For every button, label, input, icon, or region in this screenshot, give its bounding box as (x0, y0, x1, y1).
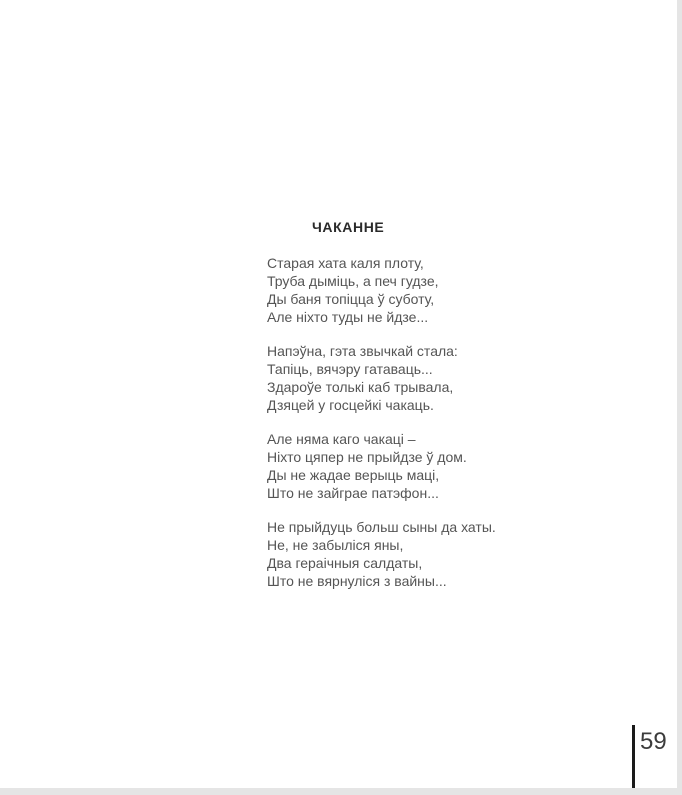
poem-title: ЧАКАННЕ (312, 219, 385, 235)
poem-line: Напэўна, гэта звычкай стала: (267, 343, 458, 359)
poem-line: Труба дыміць, а печ гудзе, (267, 273, 439, 289)
poem-line: Здароўе толькі каб трывала, (267, 379, 454, 395)
page-edge-bottom (0, 788, 682, 795)
poem-line: Два гераічныя салдаты, (267, 555, 423, 571)
poem-line: Ды не жадае верыць маці, (267, 467, 440, 483)
stanza (267, 254, 496, 326)
page-number: 59 (640, 728, 667, 755)
poem (267, 220, 496, 606)
poem-line: Тапіць, вячэру гатаваць... (267, 361, 433, 377)
poem-line: Што не зайграе патэфон... (267, 485, 439, 501)
poem-line: Не, не забыліся яны, (267, 537, 404, 553)
poem-line: Не прыйдуць больш сыны да хаты. (267, 519, 496, 535)
poem-line: Але няма каго чакаці – (267, 431, 416, 447)
poem-line: Але ніхто туды не йдзе... (267, 309, 429, 325)
stanza (267, 430, 496, 502)
poem-line: Дзяцей у госцейкі чакаць. (267, 397, 434, 413)
poem-line: Старая хата каля плоту, (267, 255, 424, 271)
poem-line: Ды баня топіцца ў суботу, (267, 291, 435, 307)
stanza (267, 518, 496, 590)
stanza (267, 342, 496, 414)
poem-line: Што не вярнуліся з вайны... (267, 573, 447, 589)
page-number-rule (632, 725, 635, 788)
poem-line: Ніхто цяпер не прыйдзе ў дом. (267, 449, 467, 465)
page-edge-right (677, 0, 682, 795)
